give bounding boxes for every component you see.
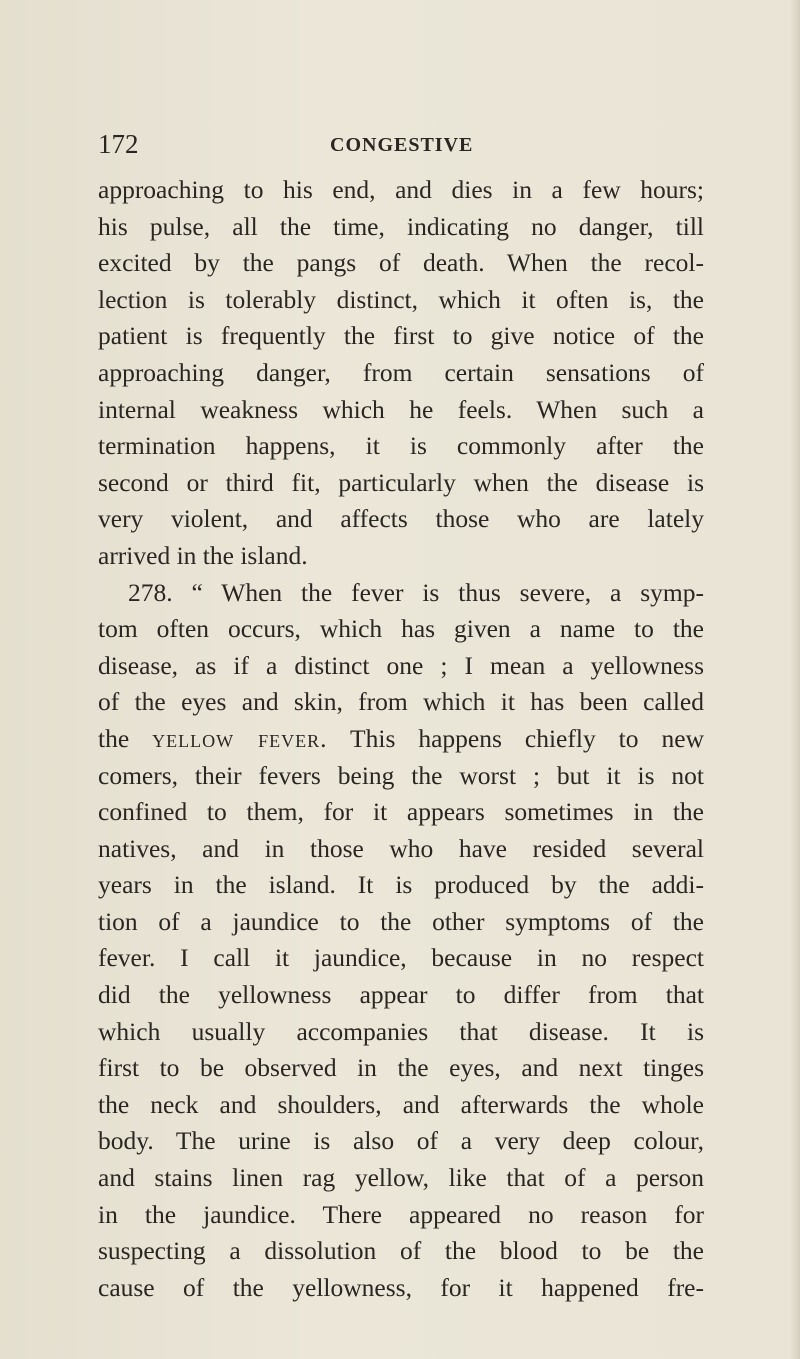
text-line: the neck and shoulders, and afterwards the whole bbox=[98, 1089, 704, 1119]
text-line: tion of a jaundice to the other symptoms of the bbox=[98, 906, 704, 936]
text-line: disease, as if a distinct one ; I mean a yellowness bbox=[98, 650, 704, 680]
page-edge-shadow bbox=[790, 0, 800, 1359]
body-text bbox=[98, 172, 704, 1306]
text-line: suspecting a dissolution of the blood to be the bbox=[98, 1236, 704, 1266]
text-line: tom often occurs, which has given a name to the bbox=[98, 614, 704, 644]
small-caps-term: yellow fever. bbox=[152, 723, 328, 753]
text-line: of the eyes and skin, from which it has been called bbox=[98, 687, 704, 717]
text-line: termination happens, it is commonly after the bbox=[98, 431, 704, 461]
text-line: did the yellowness appear to differ from that bbox=[98, 980, 704, 1010]
text-line: and stains linen rag yellow, like that of a person bbox=[98, 1163, 704, 1193]
text-line: approaching to his end, and dies in a few hours; bbox=[98, 175, 704, 204]
line-prefix: the bbox=[98, 723, 153, 753]
text-line: lection is tolerably distinct, which it often is, the bbox=[98, 284, 704, 314]
text-line: first to be observed in the eyes, and next tinges bbox=[98, 1053, 704, 1083]
text-line-small-caps bbox=[98, 721, 704, 758]
text-line: patient is frequently the first to give notice of the bbox=[98, 321, 704, 351]
text-line: second or third fit, particularly when the disease is bbox=[98, 467, 704, 497]
line-suffix: This happens chiefly to new bbox=[327, 723, 704, 753]
text-line: very violent, and affects those who are lately bbox=[98, 504, 704, 534]
text-line: his pulse, all the time, indicating no danger, till bbox=[98, 211, 704, 241]
text-line: comers, their fevers being the worst ; but it is not bbox=[98, 760, 704, 790]
text-line: confined to them, for it appears sometimes in the bbox=[98, 797, 704, 827]
running-head: CONGESTIVE bbox=[330, 134, 474, 156]
text-line: body. The urine is also of a very deep colour, bbox=[98, 1126, 704, 1156]
text-line: natives, and in those who have resided several bbox=[98, 833, 704, 863]
text-line: excited by the pangs of death. When the recol- bbox=[98, 248, 704, 278]
text-line: in the jaundice. There appeared no reason for bbox=[98, 1199, 704, 1229]
page-header bbox=[98, 128, 704, 160]
page-number: 172 bbox=[98, 129, 139, 159]
paragraph-end-line: arrived in the island. bbox=[98, 540, 308, 570]
text-line: fever. I call it jaundice, because in no respect bbox=[98, 943, 704, 973]
paragraph-start-line: 278. “ When the fever is thus severe, a symp- bbox=[128, 577, 704, 607]
text-line: internal weakness which he feels. When such a bbox=[98, 394, 704, 424]
text-line: approaching danger, from certain sensations of bbox=[98, 357, 704, 387]
text-line: which usually accompanies that disease. It is bbox=[98, 1016, 704, 1046]
text-line: cause of the yellowness, for it happened fre- bbox=[98, 1272, 704, 1302]
text-line: years in the island. It is produced by the addi- bbox=[98, 870, 704, 900]
